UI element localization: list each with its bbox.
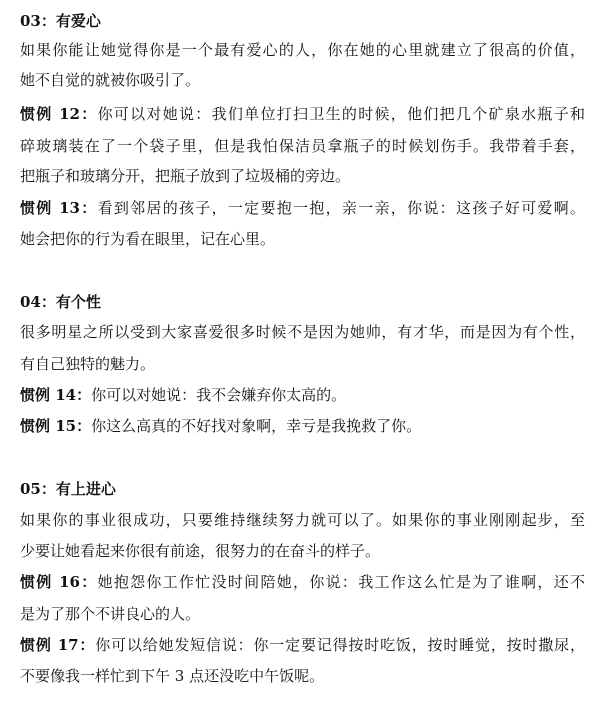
example-line: 碎玻璃装在了一个袋子里，但是我怕保洁员拿瓶子的时候划伤手。我带着手套， — [20, 137, 585, 155]
paragraph-line: 很多明星之所以受到大家喜爱很多时候不是因为她帅，有才华，而是因为有个性， — [20, 323, 585, 341]
example-text: 看到邻居的孩子，一定要抱一抱，亲一亲，你说：这孩子好可爱啊。 — [97, 199, 585, 217]
example-label: 惯例 15： — [20, 417, 92, 435]
example-line: 不要像我一样忙到下午 3 点还没吃中午饭呢。 — [20, 667, 325, 685]
example-line: 是为了那个不讲良心的人。 — [20, 605, 201, 623]
example-text: 你可以给她发短信说：你一定要记得按时吃饭，按时睡觉，按时撒尿， — [95, 636, 585, 654]
paragraph-line: 她不自觉的就被你吸引了。 — [20, 71, 201, 89]
paragraph-line: 如果你的事业很成功，只要维持继续努力就可以了。如果你的事业刚刚起步，至 — [20, 511, 585, 529]
example-line — [20, 104, 585, 124]
example-label: 惯例 12： — [20, 105, 98, 123]
example-label: 惯例 13： — [20, 199, 98, 217]
paragraph-line: 有自己独特的魅力。 — [20, 355, 156, 373]
example-line — [20, 385, 585, 405]
example-line — [20, 416, 585, 436]
example-line: 把瓶子和玻璃分开，把瓶子放到了垃圾桶的旁边。 — [20, 167, 351, 185]
example-text: 她抱怨你工作忙没时间陪她，你说：我工作这么忙是为了谁啊，还不 — [97, 573, 585, 591]
example-text: 你可以对她说：我们单位打扫卫生的时候，他们把几个矿泉水瓶子和 — [97, 105, 585, 123]
example-text: 你可以对她说：我不会嫌弃你太高的。 — [91, 386, 347, 404]
section-heading: 04：有个性 — [20, 293, 101, 311]
example-line — [20, 198, 585, 218]
example-label: 惯例 14： — [20, 386, 92, 404]
example-line — [20, 635, 585, 655]
example-line — [20, 572, 585, 592]
paragraph-line: 如果你能让她觉得你是一个最有爱心的人，你在她的心里就建立了很高的价值， — [20, 41, 585, 59]
example-label: 惯例 16： — [20, 573, 98, 591]
paragraph-line: 少要让她看起来你很有前途，很努力的在奋斗的样子。 — [20, 542, 381, 560]
section-heading: 03：有爱心 — [20, 12, 101, 30]
example-label: 惯例 17： — [20, 636, 96, 654]
section-heading: 05：有上进心 — [20, 480, 116, 498]
example-line: 她会把你的行为看在眼里，记在心里。 — [20, 230, 276, 248]
example-text: 你这么高真的不好找对象啊，幸亏是我挽救了你。 — [91, 417, 422, 435]
